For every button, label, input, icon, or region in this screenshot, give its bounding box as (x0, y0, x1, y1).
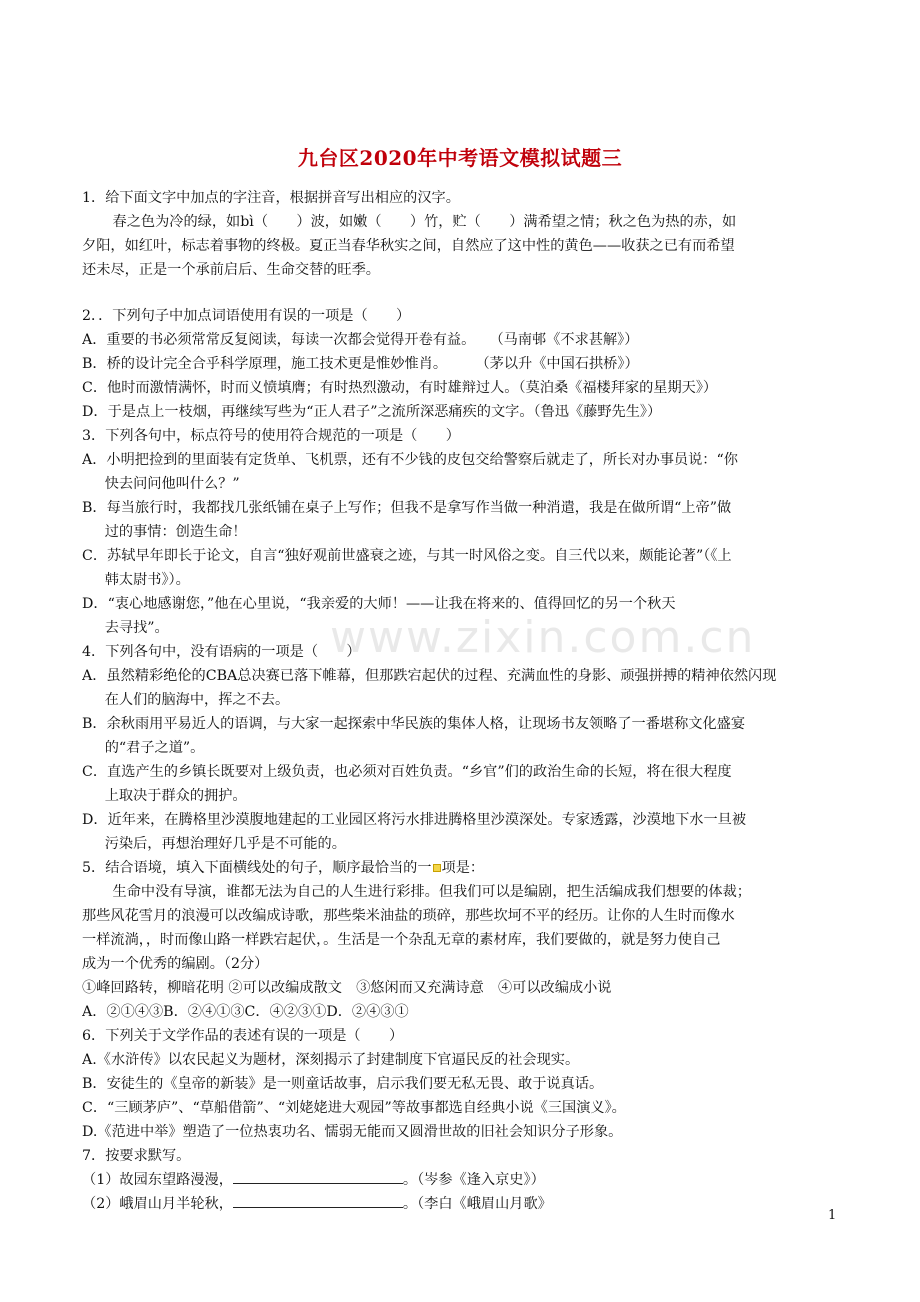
question-6-option-d: D.《范进中举》塑造了一位热衷功名、懦弱无能而又圆滑世故的旧社会知识分子形象。 (82, 1124, 623, 1140)
question-4-option-d: D．近年来，在腾格里沙漠腹地建起的工业园区将污水排进腾格里沙漠深处。专家透露，沙漠地下水一旦被 (82, 812, 747, 828)
question-5-passage: 那些风花雪月的浪漫可以改编成诗歌，那些柴米油盐的琐碎，那些坎坷不平的经历。让你的人生时而像水 (82, 908, 735, 924)
question-1-text: 夕阳，如红叶，标志着事物的终极。夏正当春华秋实之间，自然应了这中性的黄色——收获之已有而希望 (82, 238, 735, 254)
question-3-stem: 3．下列各句中，标点符号的使用符合规范的一项是（ ） (82, 428, 460, 444)
question-6-option-b: B．安徒生的《皇帝的新装》是一则童话故事，启示我们要无私无畏、敢于说真话。 (82, 1076, 604, 1092)
page-title: 九台区2020年中考语文模拟试题三 (297, 146, 623, 170)
question-5 (82, 856, 842, 1024)
question-3-option-c-cont: 韩太尉书》）。 (104, 572, 190, 588)
question-2-option-b: B．桥的设计完全合乎科学原理，施工技术更是惟妙惟肖。 （茅以升《中国石拱桥》） (82, 356, 639, 372)
question-2-stem: 2．．下列句子中加点词语使用有误的一项是（ ） (82, 308, 411, 324)
question-7-item-2 (82, 1192, 842, 1216)
question-5-options: A．②①④③B．②④①③C．④②③①D．②④③① (82, 1004, 409, 1020)
item-2-prompt: （2）峨眉山月半轮秋， (82, 1196, 233, 1212)
question-7-item-1 (82, 1168, 842, 1192)
question-3-option-d-cont: 去寻找”。 (104, 620, 169, 636)
question-3-option-d: D．“衷心地感谢您，”他在心里说，“我亲爱的大师！——让我在将来的、值得回忆的另一个秋天 (82, 596, 676, 612)
question-1 (82, 186, 842, 282)
question-1-text: 还未尽，正是一个承前启后、生命交替的旺季。 (82, 262, 380, 278)
question-4-option-b: B．余秋雨用平易近人的语调，与大家一起探索中华民族的集体人格，让现场书友领略了一番堪称文化盛宴 (82, 716, 746, 732)
exam-content (82, 186, 842, 1216)
item-2-source: 。（李白《峨眉山月歌》 (402, 1196, 552, 1212)
question-3-option-a-cont: 快去问问他叫什么？” (104, 476, 240, 492)
question-4-option-a-cont: 在人们的脑海中，挥之不去。 (104, 692, 290, 708)
question-2-option-a: A．重要的书必须常常反复阅读，每读一次都会觉得开卷有益。 （马南邨《不求甚解》） (82, 332, 639, 348)
question-5-passage: 生命中没有导演，谁都无法为自己的人生进行彩排。但我们可以是编剧，把生活编成我们想要的体裁； (112, 884, 751, 900)
question-4-option-b-cont: 的“君子之道”。 (104, 740, 205, 756)
question-3-option-c: C．苏轼早年即长于论文，自言“独好观前世盛衰之迹，与其一时风俗之变。自三代以来，颇能论著”（《上 (82, 548, 732, 564)
answer-blank[interactable] (233, 1192, 403, 1208)
question-4 (82, 640, 842, 856)
question-3 (82, 424, 842, 640)
question-5-stem-b: 项是： (441, 860, 485, 876)
question-6 (82, 1024, 842, 1144)
question-5-passage: 一样流淌，，时而像山路一样跌宕起伏，。生活是一个杂乱无章的素材库，我们要做的，就是努力使自己 (82, 932, 721, 948)
item-1-prompt: （1）故园东望路漫漫， (82, 1172, 233, 1188)
page-number: 1 (828, 1208, 837, 1223)
question-7-stem: 7．按要求默写。 (82, 1148, 191, 1164)
question-4-stem: 4．下列各句中，没有语病的一项是（ ） (82, 644, 361, 660)
question-1-stem: 1．给下面文字中加点的字注音，根据拼音写出相应的汉字。 (82, 190, 460, 206)
question-1-text: 春之色为冷的绿，如bì（ ）波，如嫩（ ）竹，贮（ ）满希望之情；秋之色为热的赤，如 (112, 214, 737, 230)
question-2-option-c: C．他时而激情满怀，时而义愤填膺；有时热烈激动，有时雄辩过人。（莫泊桑《福楼拜家的星期天》） (82, 380, 718, 396)
question-5-passage: 成为一个优秀的编剧。（2分） (82, 956, 269, 972)
question-6-option-c: C．“三顾茅庐”、“草船借箭”、“刘姥姥进大观园”等故事都选自经典小说《三国演义》。 (82, 1100, 626, 1116)
question-5-items: ①峰回路转，柳暗花明 ②可以改编成散文 ③悠闲而又充满诗意 ④可以改编成小说 (82, 980, 612, 996)
question-3-option-b-cont: 过的事情：创造生命！ (104, 524, 247, 540)
question-5-stem (82, 856, 842, 880)
answer-blank[interactable] (233, 1168, 403, 1184)
question-4-option-d-cont: 污染后，再想治理好几乎是不可能的。 (104, 836, 346, 852)
item-1-source: 。（岑参《逢入京史》） (402, 1172, 545, 1188)
question-6-option-a: A.《水浒传》以农民起义为题材，深刻揭示了封建制度下官逼民反的社会现实。 (82, 1052, 580, 1068)
question-4-option-c: C．直选产生的乡镇长既要对上级负责，也必须对百姓负责。“乡官”们的政治生命的长短，将在很大程度 (82, 764, 732, 780)
question-7 (82, 1144, 842, 1216)
watermark: www.zixin.com.cn (330, 612, 756, 663)
marker-icon (433, 864, 441, 872)
question-6-stem: 6．下列关于文学作品的表述有误的一项是（ ） (82, 1028, 404, 1044)
question-4-option-a: A．虽然精彩绝伦的CBA总决赛已落下帷幕，但那跌宕起伏的过程、充满血性的身影、顽强拼搏的精神依然闪现 (82, 668, 777, 684)
question-2-option-d: D．于是点上一枝烟，再继续写些为“正人君子”之流所深恶痛疾的文字。（鲁迅《藤野先生》） (82, 404, 662, 420)
question-3-option-a: A．小明把捡到的里面装有定货单、飞机票，还有不少钱的皮包交给警察后就走了，所长对办事员说：“你 (82, 452, 738, 468)
question-2 (82, 304, 842, 424)
question-5-stem-a: 5．结合语境，填入下面横线处的句子，顺序最恰当的一 (82, 860, 432, 876)
question-3-option-b: B．每当旅行时，我都找几张纸铺在桌子上写作；但我不是拿写作当做一种消遣，我是在做所谓“上帝”做 (82, 500, 732, 516)
question-4-option-c-cont: 上取决于群众的拥护。 (104, 788, 247, 804)
